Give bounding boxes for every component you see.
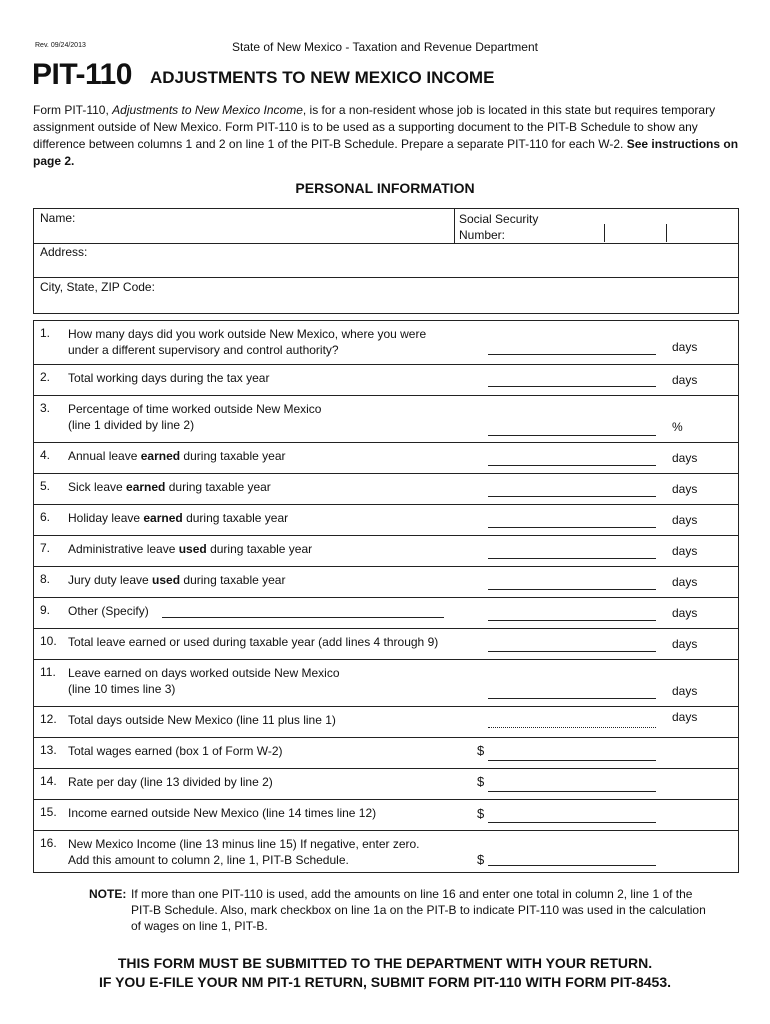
ssn-label (459, 211, 538, 243)
currency-symbol: $ (477, 774, 485, 789)
line-number: 16. (40, 836, 57, 850)
line-number: 15. (40, 805, 57, 819)
intro-text-1: Form PIT-110, (33, 103, 113, 117)
line-12-description: Total days outside New Mexico (line 11 plus line 1) (68, 713, 336, 727)
line-3-description (68, 401, 488, 433)
line-5-text-pre: Sick leave (68, 480, 127, 494)
line-6-row (34, 505, 738, 536)
line-14-description: Rate per day (line 13 divided by line 2) (68, 775, 273, 789)
line-7-row (34, 536, 738, 567)
intro-paragraph (33, 102, 741, 170)
line-10-input[interactable] (488, 651, 656, 652)
line-8-input[interactable] (488, 589, 656, 590)
form-number: PIT-110 (32, 58, 132, 91)
line-4-text-bold: earned (140, 449, 181, 463)
line-unit: days (672, 637, 698, 651)
efile-notice: IF YOU E-FILE YOUR NM PIT-1 RETURN, SUBMIT FORM PIT-110 WITH FORM PIT-8453. (99, 974, 671, 990)
intro-see-instructions: See instructions on page 2. (33, 137, 739, 168)
address-field[interactable] (94, 245, 734, 275)
divider (34, 243, 738, 244)
line-8-description (68, 572, 488, 588)
revision-date: Rev. 09/24/2013 (35, 42, 86, 49)
line-11-text: Leave earned on days worked outside New Mexico (68, 666, 340, 680)
line-6-text-post: during taxable year (182, 511, 289, 525)
line-number: 1. (40, 326, 51, 340)
currency-symbol: $ (477, 806, 485, 821)
line-4-description (68, 448, 488, 464)
line-6-input[interactable] (488, 527, 656, 528)
line-unit: days (672, 710, 698, 724)
line-10-row (34, 629, 738, 660)
line-16-text: New Mexico Income (line 13 minus line 15) If negative, enter zero. (68, 837, 420, 851)
note-text: If more than one PIT-110 is used, add the amounts on line 16 and enter one total in column 2, line 1 of the PIT-B Schedule. Also, mark checkbox on line 1a on the PIT-B to indicate PIT-110 was used in the calculation of wages on line 1, PIT-B. (131, 887, 706, 933)
city-state-zip-label: City, State, ZIP Code: (40, 280, 155, 294)
line-7-text-post: during taxable year (206, 542, 313, 556)
line-number: 10. (40, 634, 57, 648)
line-unit: days (672, 340, 698, 354)
intro-form-name: Adjustments to New Mexico Income (112, 103, 303, 117)
line-number: 9. (40, 603, 51, 617)
line-7-text-pre: Administrative leave (68, 542, 179, 556)
ssn-separator-2 (666, 224, 667, 242)
line-6-text-bold: earned (143, 511, 183, 525)
line-6-description (68, 510, 488, 526)
line-9-row (34, 598, 738, 629)
line-15-row (34, 800, 738, 831)
ssn-field[interactable] (554, 213, 734, 241)
line-11-input[interactable] (488, 698, 656, 699)
line-3-row (34, 396, 738, 443)
line-number: 3. (40, 401, 51, 415)
line-7-description (68, 541, 488, 557)
department-name: State of New Mexico - Taxation and Revenue Department (232, 40, 538, 54)
line-6-text-pre: Holiday leave (68, 511, 144, 525)
line-11-row (34, 660, 738, 707)
city-state-zip-field[interactable] (164, 280, 734, 310)
line-unit: days (672, 575, 698, 589)
line-9-input[interactable] (488, 620, 656, 621)
name-field[interactable] (38, 211, 452, 241)
ssn-label-line-2: Number: (459, 228, 506, 242)
line-4-input[interactable] (488, 465, 656, 466)
currency-symbol: $ (477, 743, 485, 758)
line-3-text: Percentage of time worked outside New Mexico (68, 402, 322, 416)
line-5-text-post: during taxable year (165, 480, 271, 494)
line-unit: days (672, 482, 698, 496)
line-number: 7. (40, 541, 51, 555)
line-1-text-2: under a different supervisory and control authority? (68, 343, 339, 357)
line-unit: days (672, 606, 698, 620)
line-1-description (68, 326, 488, 358)
line-number: 13. (40, 743, 57, 757)
personal-info-box (33, 208, 739, 314)
note-label: NOTE: (89, 887, 127, 901)
line-1-input[interactable] (488, 354, 656, 355)
line-number: 11. (40, 665, 56, 679)
line-11-text-2: (line 10 times line 3) (68, 682, 176, 696)
line-5-input[interactable] (488, 496, 656, 497)
line-unit: days (672, 373, 698, 387)
line-number: 4. (40, 448, 51, 462)
address-label: Address: (40, 245, 88, 259)
line-10-description: Total leave earned or used during taxable year (add lines 4 through 9) (68, 635, 439, 649)
line-13-description: Total wages earned (box 1 of Form W-2) (68, 744, 283, 758)
line-number: 12. (40, 712, 57, 726)
line-unit: days (672, 513, 698, 527)
divider (34, 277, 738, 278)
line-2-description: Total working days during the tax year (68, 371, 270, 385)
line-number: 8. (40, 572, 51, 586)
line-3-text-2: (line 1 divided by line 2) (68, 418, 195, 432)
line-13-input[interactable] (488, 760, 656, 761)
personal-info-title: PERSONAL INFORMATION (295, 180, 475, 196)
ssn-separator-1 (604, 224, 605, 242)
form-title: ADJUSTMENTS TO NEW MEXICO INCOME (150, 68, 495, 87)
intro-text-2: , is for a non-resident whose job is located in this state but requires temporary assignment outside of New Mexico. Form PIT-110 is to be used as a supporting document to the PIT-B Schedule to show any difference between columns 1 and 2 on line 1 of the PIT-B Schedule. Prepare a separate PIT-110 for each W-2. (33, 103, 716, 151)
line-3-input[interactable] (488, 435, 656, 436)
line-16-description (68, 836, 488, 868)
line-5-text-bold: earned (126, 480, 166, 494)
name-label: Name: (40, 211, 76, 225)
line-15-input[interactable] (488, 822, 656, 823)
line-unit: days (672, 451, 698, 465)
line-4-text-pre: Annual leave (68, 449, 141, 463)
line-15-description: Income earned outside New Mexico (line 14 times line 12) (68, 806, 377, 820)
line-16-input[interactable] (488, 865, 656, 866)
line-4-row (34, 443, 738, 474)
line-11-description (68, 665, 488, 697)
line-14-input[interactable] (488, 791, 656, 792)
ssn-label-line-1: Social Security (459, 212, 539, 226)
line-7-text-bold: used (178, 542, 207, 556)
line-unit: days (672, 544, 698, 558)
line-16-text-2: Add this amount to column 2, line 1, PIT-B Schedule. (68, 853, 349, 867)
line-4-text-post: during taxable year (180, 449, 286, 463)
line-1-row (34, 321, 738, 365)
line-unit: days (672, 684, 698, 698)
line-2-input[interactable] (488, 386, 656, 387)
line-8-text-post: during taxable year (180, 573, 286, 587)
adjustments-lines-box (33, 320, 739, 873)
line-5-description (68, 479, 488, 495)
line-number: 2. (40, 370, 51, 384)
line-9-specify-input[interactable] (162, 617, 444, 618)
submission-notice: THIS FORM MUST BE SUBMITTED TO THE DEPARTMENT WITH YOUR RETURN. (117, 955, 653, 971)
line-8-text-bold: used (152, 573, 181, 587)
line-2-row (34, 365, 738, 396)
line-12-input[interactable] (488, 727, 656, 728)
currency-symbol: $ (477, 852, 485, 867)
line-7-input[interactable] (488, 558, 656, 559)
line-number: 5. (40, 479, 51, 493)
line-number: 6. (40, 510, 51, 524)
line-16-row (34, 831, 738, 872)
line-9-description: Other (Specify) (68, 604, 149, 618)
line-8-text-pre: Jury duty leave (68, 573, 153, 587)
line-unit: % (672, 420, 683, 434)
line-number: 14. (40, 774, 57, 788)
line-12-row (34, 707, 738, 738)
line-5-row (34, 474, 738, 505)
line-8-row (34, 567, 738, 598)
line-14-row (34, 769, 738, 800)
line-1-text: How many days did you work outside New Mexico, where you were (68, 327, 427, 341)
name-ssn-divider (454, 209, 455, 243)
line-13-row (34, 738, 738, 769)
